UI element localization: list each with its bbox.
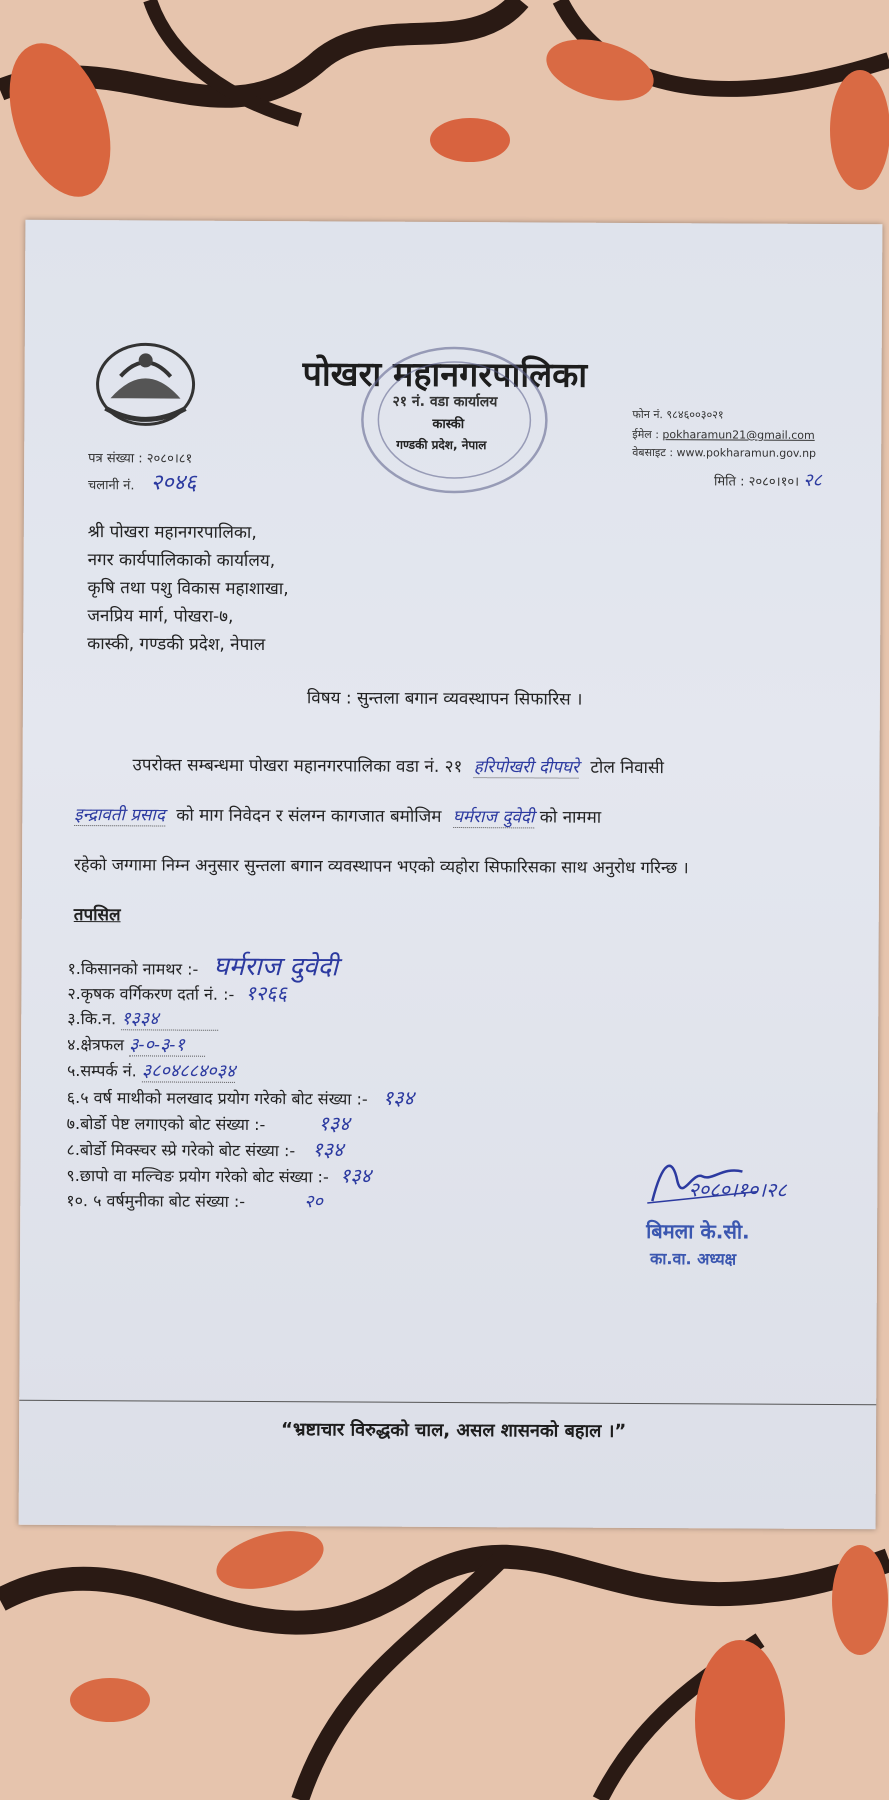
body-line-1 — [133, 752, 664, 778]
handwritten-applicant: इन्द्रावती प्रसाद — [74, 805, 165, 826]
signatory-title: का.वा. अध्यक्ष — [649, 1249, 737, 1269]
list-item-value: घर्मराज दुवेदी — [213, 951, 339, 983]
list-item-value: १३४ — [318, 1111, 350, 1136]
list-item-label: ४.क्षेत्रफल — [67, 1034, 130, 1055]
email-row — [632, 427, 814, 443]
list-item-value: ३८०४८८४०३४ — [141, 1060, 236, 1082]
email-link[interactable]: pokharamun21@gmail.com — [662, 428, 815, 442]
date-label: मिति : २०८०।१०। — [714, 474, 800, 490]
signatory-name: बिमला के.सी. — [646, 1219, 750, 1244]
list-item — [67, 1058, 236, 1083]
body-text: को नाममा — [539, 807, 602, 828]
date-row — [714, 467, 822, 492]
list-item-value: १३३४ — [121, 1008, 219, 1031]
list-item-label: ८.बोर्डो मिक्स्चर स्प्रे गरेको बोट संख्या :- — [66, 1139, 296, 1161]
phone-text: फोन नं. ९८४६००३०२१ — [632, 407, 724, 422]
list-item-label: १०. ५ वर्षमुनीका बोट संख्या :- — [66, 1190, 246, 1211]
body-text: को माग निवेदन र संलग्न कागजात बमोजिम — [176, 805, 442, 827]
list-item-value: १२६६ — [245, 980, 288, 1006]
list-item-value: १३४ — [382, 1085, 415, 1110]
dispatch-row — [88, 466, 197, 497]
stamp-province-text: गण्डकी प्रदेश, नेपाल — [396, 437, 487, 453]
list-item-value: १३४ — [312, 1137, 344, 1162]
list-item — [66, 1160, 371, 1189]
recipient-line: नगर कार्यपालिकाको कार्यालय, — [87, 550, 276, 572]
signature-date: २०८०।१०।२८ — [688, 1177, 787, 1202]
list-item-label: ३.कि.न. — [67, 1008, 122, 1029]
list-item-value: १३४ — [339, 1163, 372, 1188]
stamp-district-text: कास्की — [432, 416, 465, 433]
letter-number: पत्र संख्या : २०८०।८१ — [88, 451, 193, 467]
body-text: टोल निवासी — [590, 757, 664, 779]
list-item — [67, 1082, 414, 1111]
footer-divider — [19, 1400, 876, 1405]
body-line-3: रहेको जग्गामा निम्न अनुसार सुन्तला बगान व्यवस्थापन भएको व्यहोरा सिफारिसका साथ अनुरोध गरिन्छ । — [73, 855, 689, 878]
handwritten-village: हरिपोखरी दीपघरे — [473, 757, 580, 778]
tapasil-heading: तपसिल — [73, 905, 121, 926]
footer-motto: “भ्रष्टाचार विरुद्धको चाल, असल शासनको बहाल ।” — [281, 1419, 627, 1442]
list-item-label: ५.सम्पर्क नं. — [66, 1060, 142, 1081]
handwritten-owner: घर्मराज दुवेदी — [452, 807, 535, 828]
list-item-label: ६.५ वर्ष माथीको मलखाद प्रयोग गरेको बोट संख्या :- — [66, 1087, 368, 1109]
list-item-label: २.कृषक वर्गिकरण दर्ता नं. :- — [67, 983, 235, 1004]
website-text: वेबसाइट : www.pokharamun.gov.np — [632, 445, 817, 460]
office-title: पोखरा महानगरपालिका — [302, 354, 588, 396]
list-item-value: २० — [304, 1191, 323, 1213]
body-line-2 — [74, 802, 601, 828]
list-item-label: ७.बोर्डो पेष्ट लगाएको बोट संख्या :- — [66, 1113, 266, 1135]
letter-paper — [19, 220, 883, 1529]
recipient-line: कास्की, गण्डकी प्रदेश, नेपाल — [87, 634, 266, 656]
subject-line: विषय : सुन्तला बगान व्यवस्थापन सिफारिस । — [306, 688, 583, 710]
recipient-line: जनप्रिय मार्ग, पोखरा-७, — [87, 606, 234, 627]
dispatch-number: २०४६ — [150, 470, 197, 496]
stamp-ward-text: २१ नं. वडा कार्यालय — [392, 393, 498, 411]
dispatch-label: चलानी नं. — [87, 478, 135, 494]
date-handwritten: २८ — [803, 469, 822, 491]
body-text: उपरोक्त सम्बन्धमा पोखरा महानगरपालिका वडा नं. २१ — [132, 755, 463, 778]
list-item-label: ९.छापो वा मल्चिङ प्रयोग गरेको बोट संख्या :- — [66, 1165, 329, 1187]
list-item-value: ३-०-३-१ — [129, 1034, 205, 1056]
recipient-address — [87, 518, 289, 659]
recipient-line: कृषि तथा पशु विकास महाशाखा, — [87, 578, 289, 600]
list-item — [67, 1032, 205, 1057]
recipient-line: श्री पोखरा महानगरपालिका, — [87, 522, 257, 543]
list-item-label: १.किसानको नामथर :- — [67, 958, 199, 979]
email-label: ईमेल : — [632, 427, 659, 442]
list-item — [67, 978, 287, 1006]
list-item — [67, 1006, 219, 1031]
list-item — [67, 1108, 350, 1136]
list-item — [66, 1188, 323, 1213]
nepal-emblem-icon — [90, 338, 200, 431]
list-item — [66, 1134, 343, 1162]
